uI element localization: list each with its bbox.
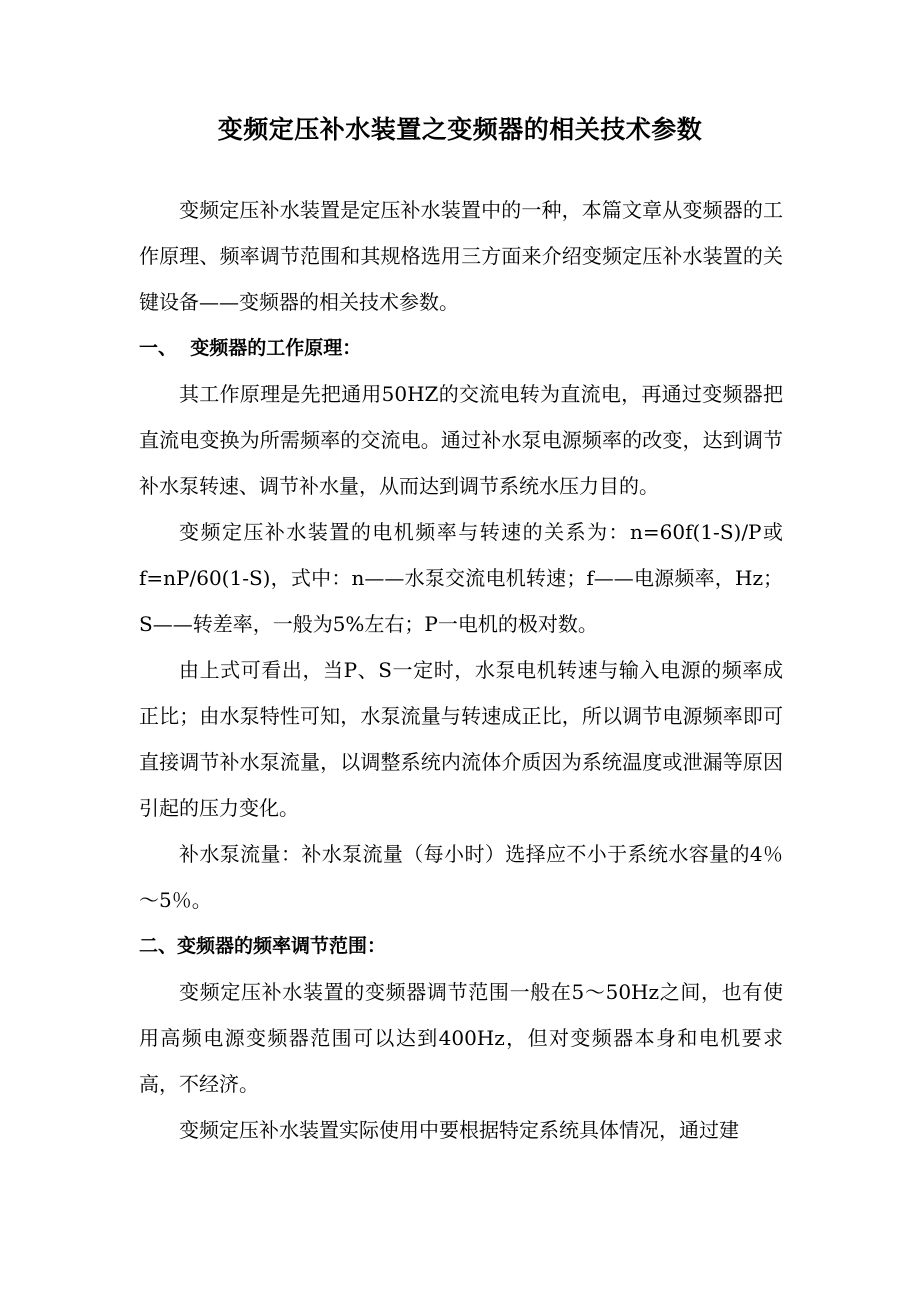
- document-title: 变频定压补水装置之变频器的相关技术参数: [217, 115, 703, 144]
- practical-use-paragraph: 变频定压补水装置实际使用中要根据特定系统具体情况，通过建: [179, 1118, 739, 1142]
- principle-paragraph: 其工作原理是先把通用50HZ的交流电转为直流电，再通过变频器把直流电变换为所需频率的交流电。通过补水泵电源频率的改变，达到调节补水泵转速、调节补水量，从而达到调节系统水压力目的。: [139, 382, 783, 498]
- intro-paragraph: 变频定压补水装置是定压补水装置中的一种，本篇文章从变频器的工作原理、频率调节范围和其规格选用三方面来介绍变频定压补水装置的关键设备——变频器的相关技术参数。: [139, 198, 783, 314]
- frequency-range-paragraph: 变频定压补水装置的变频器调节范围一般在5～50Hz之间，也有使用高频电源变频器范围可以达到400Hz，但对变频器本身和电机要求高，不经济。: [139, 980, 783, 1096]
- document-body: [139, 187, 783, 1153]
- pump-flow-paragraph: 补水泵流量：补水泵流量（每小时）选择应不小于系统水容量的4％～5％。: [139, 842, 783, 912]
- proportionality-paragraph: 由上式可看出，当P、S一定时，水泵电机转速与输入电源的频率成正比；由水泵特性可知，水泵流量与转速成正比，所以调节电源频率即可直接调节补水泵流量，以调整系统内流体介质因为系统温度或泄漏等原因引起的压力变化。: [139, 658, 783, 820]
- section-heading-working-principle: 一、 变频器的工作原理：: [139, 337, 362, 359]
- section-heading-frequency-range: 二、变频器的频率调节范围：: [139, 935, 387, 957]
- formula-paragraph: 变频定压补水装置的电机频率与转速的关系为：n=60f(1-S)/P或f=nP/60(1-S)，式中：n——水泵交流电机转速；f——电源频率，Hz；S——转差率，一般为5%左右；P一电机的极对数。: [139, 520, 783, 636]
